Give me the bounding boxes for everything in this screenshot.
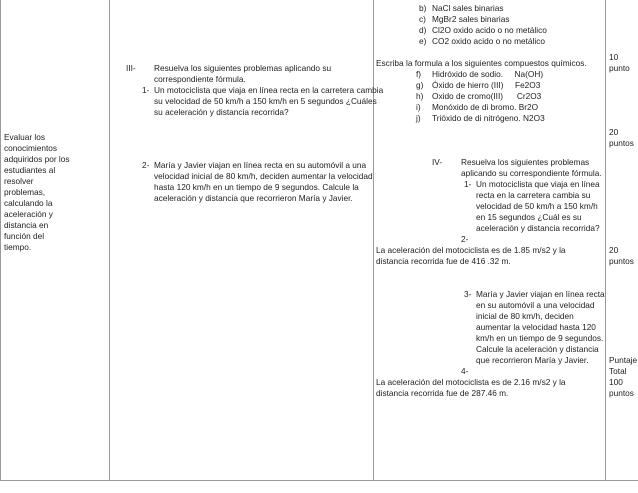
column-divider-2 bbox=[373, 0, 374, 480]
section-title: correspondiente fórmula. bbox=[154, 74, 246, 84]
list-letter: d) bbox=[419, 25, 427, 35]
section-title: Resuelva los siguientes problemas bbox=[461, 157, 590, 167]
list-letter: c) bbox=[419, 14, 426, 24]
list-letter: b) bbox=[419, 3, 427, 13]
section-number: III- bbox=[126, 63, 136, 73]
column-divider-3 bbox=[605, 0, 606, 480]
list-letter: e) bbox=[419, 36, 427, 46]
objective-line: problemas, bbox=[4, 187, 46, 197]
problem-line: Calcule la aceleración y distancia bbox=[476, 344, 599, 354]
list-item: Cl2O oxido acido o no metálico bbox=[432, 25, 547, 35]
problem-line: km/h en un tiempo de 9 segundos. bbox=[476, 333, 604, 343]
problem-line: velocidad inicial de 80 km/h, deciden aumentar la velocidad bbox=[154, 171, 373, 181]
problem-line: Un motociclista que viaja en línea bbox=[476, 179, 600, 189]
score-value: 20 bbox=[609, 127, 619, 137]
problem-line: aceleración y distancia que recorrieron María y Javier. bbox=[154, 193, 353, 203]
table-row-divider bbox=[0, 480, 638, 481]
problem-line: hasta 120 km/h en un tiempo de 9 segundos. Calcule la bbox=[154, 182, 359, 192]
problem-number: 1- bbox=[142, 85, 150, 95]
section-title: Resuelva los siguientes problemas aplicando su bbox=[154, 63, 332, 73]
problem-number: 2- bbox=[142, 160, 150, 170]
table-border-left bbox=[0, 0, 1, 480]
problem-line: aceleración y distancia recorrida? bbox=[476, 223, 600, 233]
answer-line: La aceleración del motociclista es de 2.16 m/s2 y la bbox=[376, 377, 566, 387]
list-letter: i) bbox=[416, 102, 421, 112]
list-item: Monóxido de di bromo. Br2O bbox=[432, 102, 539, 112]
problem-line: su velocidad de 50 km/h a 150 km/h en 5 segundos ¿Cuáles bbox=[154, 96, 377, 106]
problem-line: Un motociclista que viaja en línea recta en la carretera cambia bbox=[154, 85, 384, 95]
answer-line: distancia recorrida fue de 416 .32 m. bbox=[376, 256, 511, 266]
list-item: Trióxido de di nitrógeno. N2O3 bbox=[432, 113, 545, 123]
objective-line: función del bbox=[4, 231, 45, 241]
list-item: NaCl sales binarias bbox=[432, 3, 504, 13]
problem-line: María y Javier viajan en línea recta bbox=[476, 289, 605, 299]
answer-line: distancia recorrida fue de 287.46 m. bbox=[376, 388, 509, 398]
list-letter: j) bbox=[416, 113, 421, 123]
objective-line: resolver bbox=[4, 176, 34, 186]
problem-number: 4- bbox=[461, 366, 469, 376]
list-item: Óxido de hierro (III) Fe2O3 bbox=[432, 80, 541, 90]
list-letter: h) bbox=[416, 91, 424, 101]
objective-line: estudiantes al bbox=[4, 165, 56, 175]
problem-line: inicial de 80 km/h, deciden bbox=[476, 311, 574, 321]
score-value: 10 bbox=[609, 52, 619, 62]
instruction-text: Escriba la formula a los siguientes compuestos químicos. bbox=[376, 58, 587, 68]
objective-line: calculando la bbox=[4, 198, 53, 208]
score-unit: puntos bbox=[609, 256, 634, 266]
total-label: Puntaje bbox=[609, 355, 638, 365]
objective-line: adquiridos por los bbox=[4, 154, 70, 164]
section-title: aplicando su correspondiente fórmula. bbox=[461, 168, 602, 178]
problem-line: velocidad de 50 km/h a 150 km/h bbox=[476, 201, 598, 211]
objective-line: Evaluar los bbox=[4, 132, 46, 142]
score-unit: punto bbox=[609, 63, 630, 73]
total-unit: puntos bbox=[609, 388, 634, 398]
list-letter: g) bbox=[416, 80, 424, 90]
objective-line: distancia en bbox=[4, 220, 49, 230]
problem-line: aumentar la velocidad hasta 120 bbox=[476, 322, 596, 332]
objective-line: aceleración y bbox=[4, 209, 53, 219]
problem-line: María y Javier viajan en línea recta en su automóvil a una bbox=[154, 160, 367, 170]
problem-number: 3- bbox=[464, 289, 472, 299]
problem-line: en su automóvil a una velocidad bbox=[476, 300, 595, 310]
score-unit: puntos bbox=[609, 138, 634, 148]
column-divider-1 bbox=[109, 0, 110, 480]
problem-line: que recorrieron María y Javier. bbox=[476, 355, 589, 365]
problem-number: 1- bbox=[464, 179, 472, 189]
section-number: IV- bbox=[432, 157, 443, 167]
score-value: 20 bbox=[609, 245, 619, 255]
problem-line: su aceleración y distancia recorrida? bbox=[154, 107, 289, 117]
problem-line: en 15 segundos ¿Cuál es su bbox=[476, 212, 582, 222]
list-letter: f) bbox=[416, 69, 422, 79]
list-item: Hidróxido de sodio. Na(OH) bbox=[432, 69, 544, 79]
list-item: Oxido de cromo(III) Cr2O3 bbox=[432, 91, 542, 101]
objective-line: tiempo. bbox=[4, 242, 32, 252]
answer-line: La aceleración del motociclista es de 1.85 m/s2 y la bbox=[376, 245, 566, 255]
list-item: MgBr2 sales binarias bbox=[432, 14, 510, 24]
list-item: CO2 oxido acido o no metálico bbox=[432, 36, 545, 46]
problem-number: 2- bbox=[461, 234, 469, 244]
total-value: 100 bbox=[609, 377, 623, 387]
objective-line: conocimientos bbox=[4, 143, 58, 153]
total-label: Total bbox=[609, 366, 627, 376]
problem-line: recta en la carretera cambia su bbox=[476, 190, 591, 200]
